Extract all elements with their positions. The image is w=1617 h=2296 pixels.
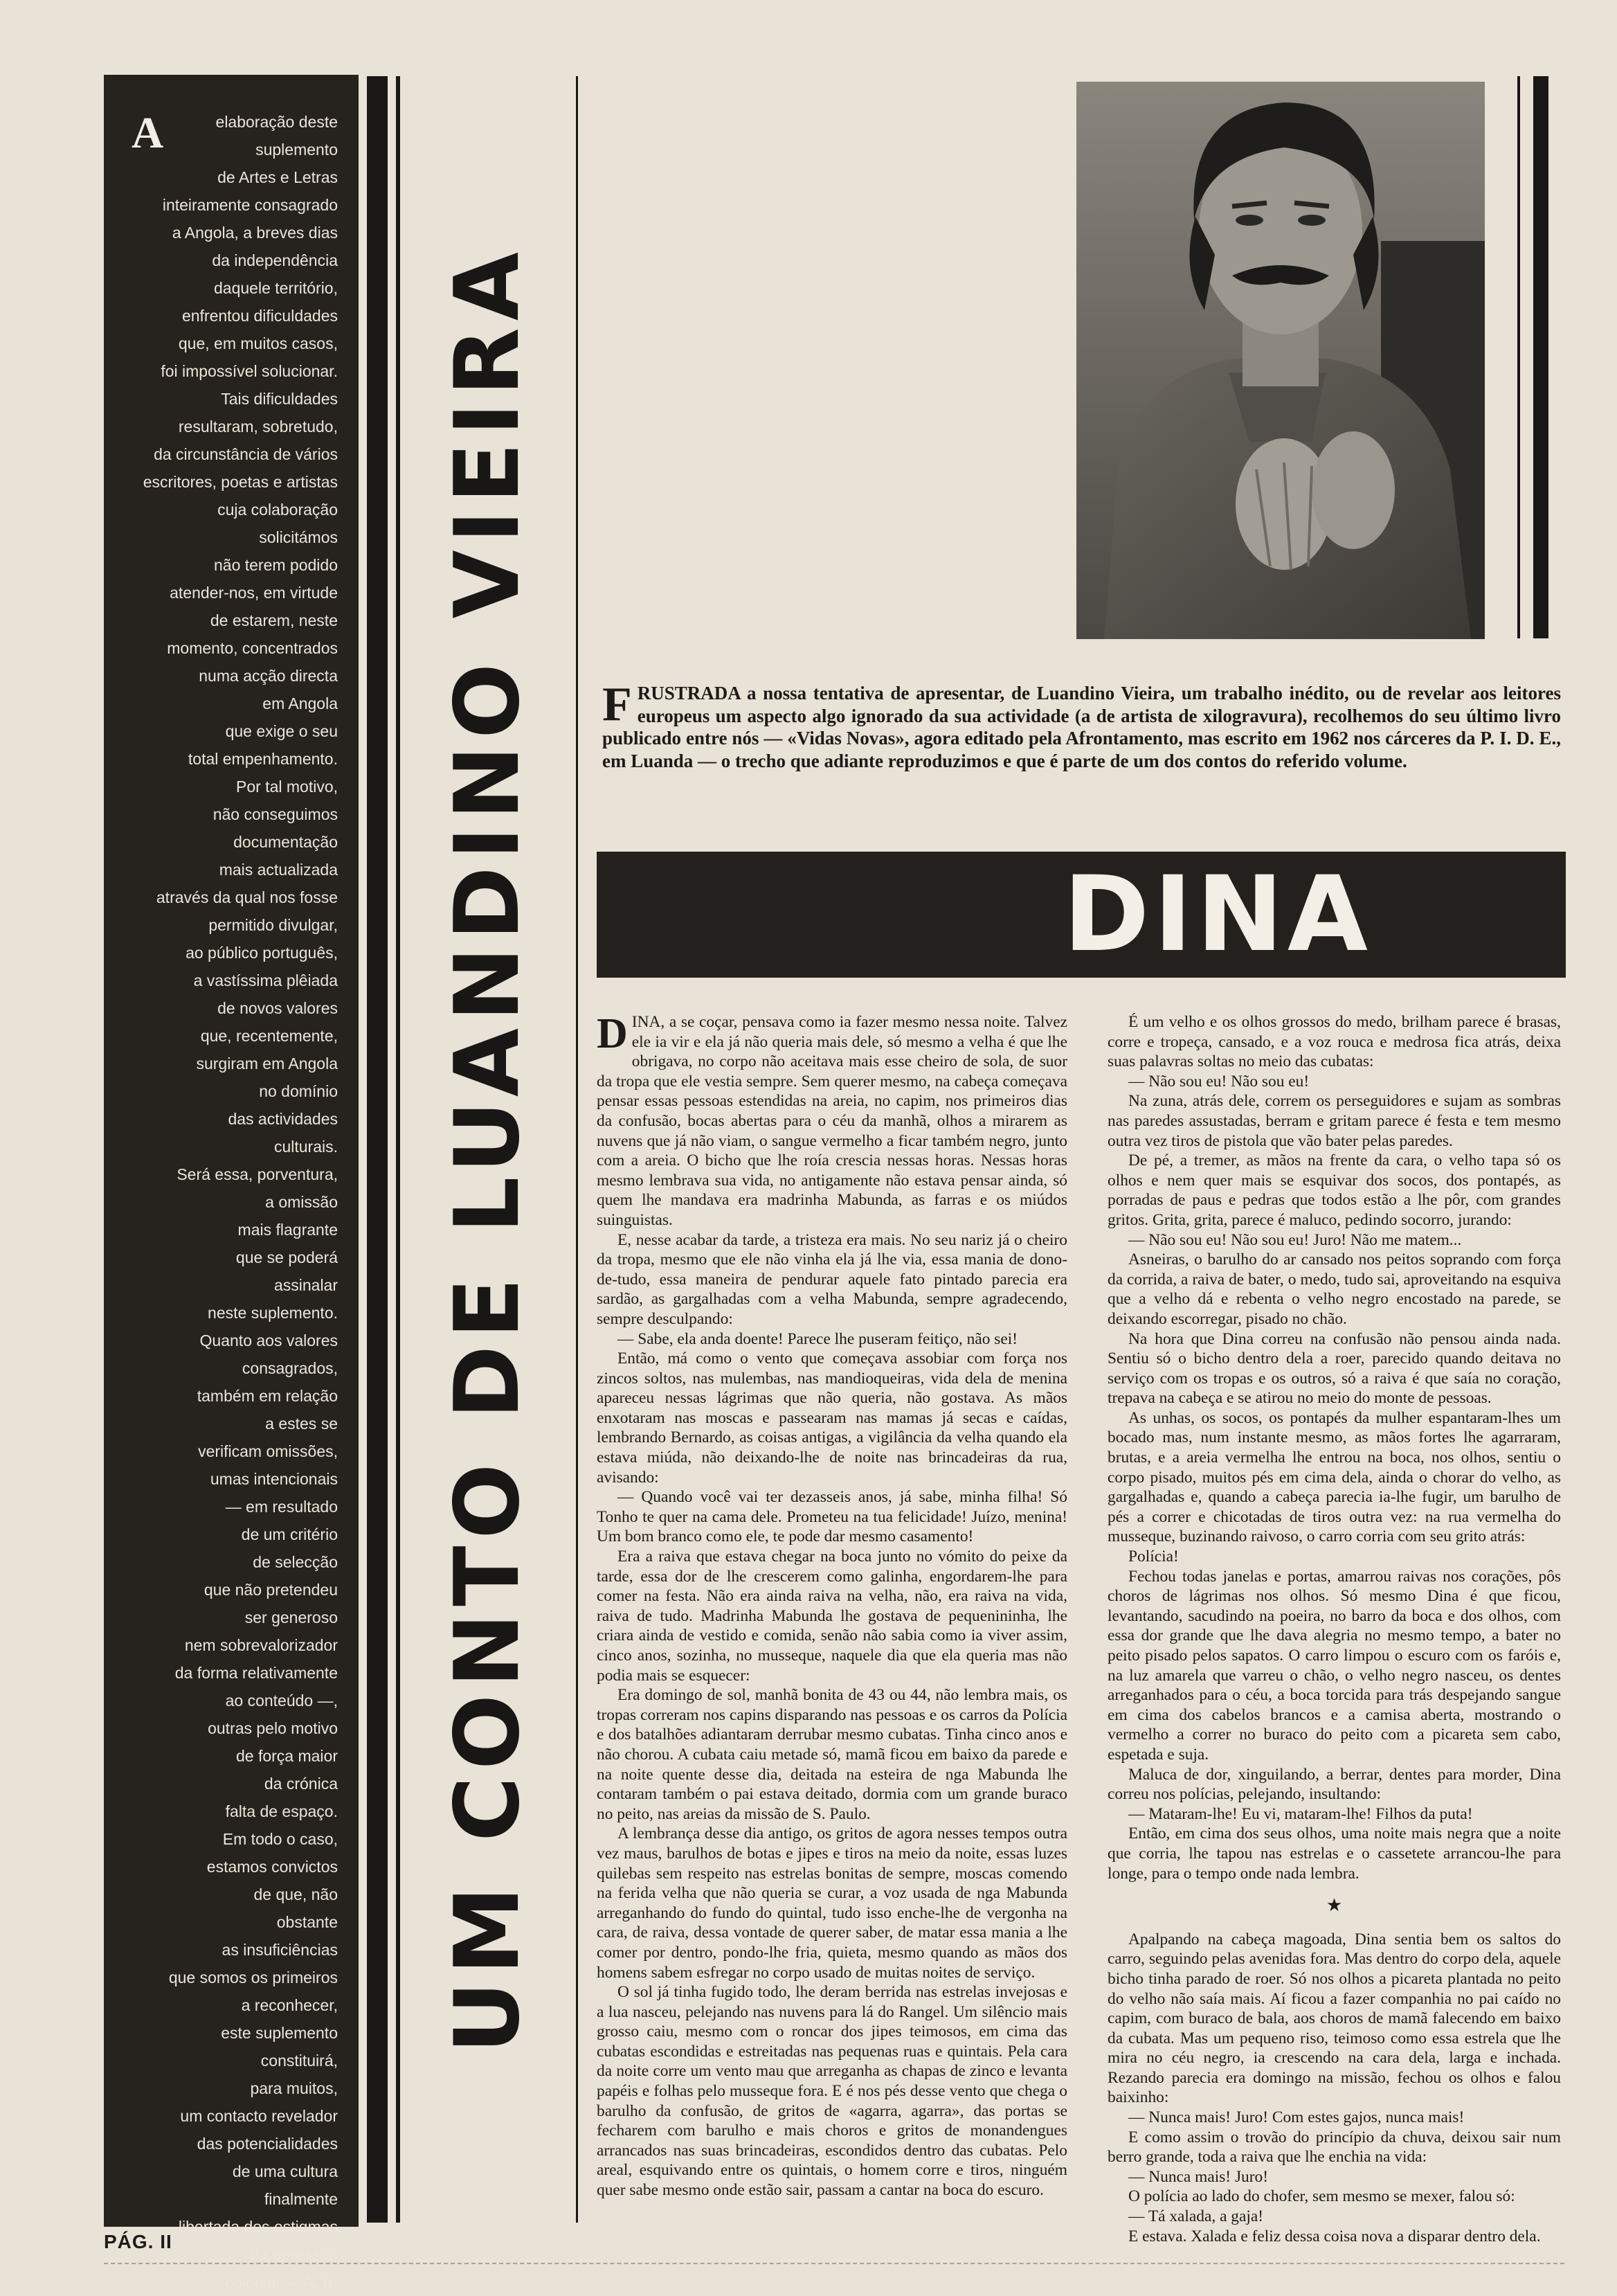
story-paragraph: — Nunca mais! Juro! Com estes gajos, nunca mais!: [1128, 2108, 1465, 2127]
story-paragraph: Polícia!: [1128, 1548, 1179, 1566]
sidebar-line: colonial — A. B.: [225, 2273, 338, 2291]
author-portrait-image: [1076, 82, 1485, 639]
story-paragraph: Era a raiva que estava chegar na boca junto no vómito do peixe da tarde, essa dor de lhe crescerem como galinha, engordarem-lhe para comer na festa. Não era ainda raiva na velha, não, era raiva na vida, raiva de tudo. Madrinha Mabunda lhe gostava de pequenininha, lhe criara ainda de vestido e comida, senão não sabia como ia viver assim, cinco anos, sozinha, no musseque, naquele dia que ela queria mas não podia mais se esquecer:: [597, 1548, 1067, 1685]
sidebar-line: resultaram, sobretudo,: [178, 418, 338, 436]
sidebar-line: em Angola: [262, 694, 338, 712]
vertical-rule-thin: [396, 76, 400, 2223]
sidebar-line: suplemento: [255, 141, 338, 159]
story-paragraph: As unhas, os socos, os pontapés da mulher espantaram-lhes um bocado mas, num instante mesmo, as mãos fortes lhe agarraram, brutas, e a areia vermelha lhe entrou na boca, nos olhos, sentiu o corpo pisado, muitos pés em cima dela, ainda o chorar do velho, as gargalhadas e, quando a cabeça parecia ia-lhe fugir, um barulho de pés a correr e chicotadas de tiros outra vez: na rua vermelha do musseque, buzinando raivoso, o carro corria com seu grito atrás:: [1108, 1408, 1561, 1546]
photo-rule-thin: [1517, 76, 1520, 638]
sidebar-line: que, em muitos casos,: [178, 334, 338, 352]
sidebar-line: mais flagrante: [237, 1221, 338, 1239]
sidebar-line: de que, não: [253, 1885, 338, 1903]
sidebar-line: de um critério: [241, 1525, 338, 1543]
story-paragraph: — Não sou eu! Não sou eu! Juro! Não me matem...: [1128, 1230, 1462, 1249]
sidebar-line: outras pelo motivo: [208, 1719, 338, 1737]
sidebar-line: para muitos,: [250, 2079, 338, 2097]
story-paragraph: E como assim o trovão do princípio da chuva, deixou sair num berro grande, toda a raiva que lhe enchia na vida:: [1108, 2128, 1561, 2167]
sidebar-line: Tais dificuldades: [221, 390, 338, 408]
sidebar-line: escritores, poetas e artistas: [143, 473, 338, 491]
sidebar-line: da circunstância de vários: [154, 445, 338, 463]
sidebar-line: da forma relativamente: [174, 1664, 338, 1682]
vertical-title: UM CONTO DE LUANDINO VIEIRA: [436, 245, 539, 2054]
sidebar-line: total empenhamento.: [188, 750, 338, 768]
sidebar-line: Quanto aos valores: [199, 1331, 338, 1349]
story-column-1: [597, 1012, 1067, 2200]
sidebar-line: libertada dos estigmas: [178, 2218, 338, 2236]
story-paragraph: Fechou todas janelas e portas, amarrou raivas nos corações, pôs choros de lágrimas nos olhos. Só mesmo Dina é que ficou, levantando, sacudindo na poeira, no barro da boca e dos olhos, com essa dor grande que lhe dava alegria no mesmo tempo, a bater no peito pisado pelos sapatos. O carro limpou o escuro com os faróis e, na luz amarela que varreu o chão, o velho negro nasceu, os dentes arreganhados para o céu, a boca torcida para trás despejando sangue em cima dos cabelos brancos e a camisa aberta, mostrando o vermelho a correr no buraco do peito com a picareta sem cabo, espetada e suja.: [1108, 1567, 1561, 1764]
sidebar-line: documentação: [233, 833, 338, 851]
story-column-2-text-a: [1108, 1012, 1561, 1883]
story-paragraph: A lembrança desse dia antigo, os gritos de agora nesses tempos outra vez maus, barulhos de botas e jipes e tiros na meio da noite, essas luzes quilebas sem respeito nas estrelas bonitas de sempre, moscas comendo na ferida velha que não queria se curar, a voz usada de nga Mabunda arreganhando do fundo do quintal, tudo isso enche-lhe de vergonha na cara, de raiva, dessa vontade de querer saber, de matar essa mania a lhe comer por dentro, pondo-lhe fria, quieta, mesmo quando as mãos dos homens sabem esfregar no corpo usado de muitas noites de serviço.: [597, 1824, 1067, 1982]
sidebar-line: verificam omissões,: [198, 1442, 338, 1460]
sidebar-line: de força maior: [235, 1747, 338, 1765]
intro-drop-cap: F: [602, 678, 632, 731]
sidebar-line: da opressão: [250, 2245, 338, 2263]
story-drop-cap: D: [597, 1010, 628, 1057]
sidebar-line: consagrados,: [242, 1359, 338, 1377]
sidebar-line: através da qual nos fosse: [156, 888, 338, 906]
story-paragraph: — Mataram-lhe! Eu vi, mataram-lhe! Filhos da puta!: [1128, 1804, 1473, 1823]
story-paragraph: Apalpando na cabeça magoada, Dina sentia bem os saltos do carro, seguindo pelas avenidas fora. Mas dentro do corpo dela, aquele bicho tinha parado de roer. Só nos olhos a picareta plantada no peito do velho não saía mais. Aí ficou a fazer companhia no pai caído no capim, com buraco de bala, aos choros de mamã falecendo em baixo da cubata. Mas um pequeno riso, teimoso como essa estrela que lhe mira no céu negro, ia crescendo na cara dela, larga e inchada. Rezando parecia era domingo na missão, fechou os olhos e falou baixinho:: [1108, 1930, 1561, 2107]
story-title-banner: [597, 852, 1566, 978]
story-paragraph: Na zuna, atrás dele, correm os perseguidores e sujam as sombras nas paredes assustadas, berram e gritam parece é festa e tem mesmo outra vez tiros de pistola que vão bater pelas paredes.: [1108, 1092, 1561, 1150]
sidebar-line: permitido divulgar,: [208, 916, 338, 934]
story-paragraph: Maluca de dor, xinguilando, a berrar, dentes para morder, Dina correu nos polícias, pelejando, insultando:: [1108, 1765, 1561, 1804]
sidebar-line: um contacto revelador: [180, 2107, 338, 2125]
story-title: DINA: [1063, 854, 1372, 975]
sidebar-line: que não pretendeu: [204, 1581, 338, 1599]
sidebar-line: ao público português,: [186, 944, 338, 962]
sidebar-line: solicitámos: [259, 528, 338, 546]
sidebar-line: — em resultado: [225, 1498, 338, 1516]
vertical-rule-thick: [367, 76, 388, 2223]
vertical-rule-thin-right: [576, 76, 578, 2223]
sidebar-line: das actividades: [228, 1110, 338, 1128]
sidebar-line: de estarem, neste: [210, 611, 338, 629]
sidebar-line: das potencialidades: [197, 2135, 338, 2153]
sidebar-line: umas intencionais: [210, 1470, 338, 1488]
sidebar-line: falta de espaço.: [225, 1802, 338, 1820]
story-paragraph: E, nesse acabar da tarde, a tristeza era mais. No seu nariz já o cheiro da tropa, mesmo que ele não vinha ela já lhe via, essa mania de dono-de-tudo, essa maneira de pendurar aquele fato pintado parecia era sardão, as gargalhadas com a velha Mabunda, sempre agradecendo, sempre desculpando:: [597, 1230, 1067, 1328]
story-paragraph: É um velho e os olhos grossos do medo, brilham parece é brasas, corre e tropeça, cansado, e a voz rouca e medrosa fica atrás, deixa suas palavras soltas no meio das cubatas:: [1108, 1013, 1561, 1071]
section-separator-star: ★: [1326, 1895, 1343, 1916]
sidebar-line: momento, concentrados: [167, 639, 338, 657]
sidebar-line: a reconhecer,: [241, 1996, 338, 2014]
story-paragraph: Era domingo de sol, manhã bonita de 43 ou 44, não lembra mais, os tropas correram nos capins disparando nas pessoas e os carros da Polícia e dos batalhões adiantaram derrubar mesmo cubatas. Tinha cinco anos e não chorou. A cubata caiu metade só, mamã ficou em baixo da parede e na noite quente desse dia, deitada na esteira de nga Mabunda lhe contaram também o pai estava deitado, dormia com um grande buraco no peito, nas areias da missão de S. Paulo.: [597, 1686, 1067, 1823]
sidebar-line: que, recentemente,: [200, 1027, 338, 1045]
story-paragraph: — Sabe, ela anda doente! Parece lhe puseram feitiço, não sei!: [617, 1329, 1018, 1348]
sidebar-drop-cap: A: [132, 108, 164, 157]
story-paragraph: INA, a se coçar, pensava como ia fazer mesmo nessa noite. Talvez ele ia vir e ela já não queria mais dele, só mesmo a velha é que lhe obrigava, no corpo não aceitava mais esse cheiro de sola, de suor da tropa que ele vestia sempre. Sem querer mesmo, na cabeça começava pensar essas pessoas estendidas na areia, no capim, nos primeiros dias da confusão, bocas abertas para o céu da manhã, olhos a mirarem as nuvens que já não viam, o sangue vermelho a ficar também negro, junto com a areia. O bicho que lhe roía crescia nessas horas. Nessas horas mesmo lembrava sua vida, no antigamente não estava pensar ainda, só quem lhe mandava era madrinha Mabunda, as farras e os miúdos suinguistas.: [597, 1013, 1067, 1229]
story-paragraph: Na hora que Dina correu na confusão não pensou ainda nada. Sentiu só o bicho dentro dela a roer, parecido quando deitava no serviço com os tropas e os outros, só a raiva é que saía no coração, trepava na cabeça e se atirou no meio do monte de pessoas.: [1108, 1329, 1561, 1408]
sidebar-line: surgiram em Angola: [196, 1055, 338, 1073]
sidebar-line: Será essa, porventura,: [177, 1165, 338, 1183]
sidebar-line: culturais.: [273, 1138, 338, 1156]
sidebar-line: foi impossível solucionar.: [161, 362, 338, 380]
sidebar-line: obstante: [276, 1913, 338, 1931]
sidebar-line: de Artes e Letras: [217, 168, 338, 186]
story-paragraph: De pé, a tremer, as mãos na frente da cara, o velho tapa só os olhos e nem quer mais se esquivar dos socos, dos pontapés, as porradas de paus e pedras que todos estão a lhe pôr, com grandes gritos. Grita, grita, parece é maluco, pedindo socorro, jurando:: [1108, 1151, 1561, 1229]
intro-text: a nossa tentativa de apresentar, de Luandino Vieira, um trabalho inédito, ou de revelar aos leitores europeus um aspecto algo ignorado da sua actividade (a de artista de xilogravura), recolhemos do seu último livro publicado entre nós — «Vidas Novas», agora editado pela Afrontamento, mas escrito em 1962 nos cárceres da P. I. D. E., em Luanda — o trecho que adiante reproduzimos e que é parte de um dos contos do referido volume.: [602, 683, 1561, 771]
story-paragraph: Asneiras, o barulho do ar cansado nos peitos soprando com força da corrida, a raiva de bater, o medo, tudo sai, aproveitando na esquiva que a velho dá e rebenta o velho negro encostado na parede, se deixando escorregar, pisado no chão.: [1108, 1250, 1561, 1328]
sidebar-line: as insuficiências: [222, 1941, 338, 1959]
sidebar-line: de selecção: [253, 1553, 338, 1571]
intro-lead-word: RUSTRADA: [637, 683, 741, 703]
sidebar-line: constituirá,: [260, 2052, 338, 2070]
sidebar-line: de novos valores: [217, 999, 338, 1017]
sidebar-line: a vastíssima plêiada: [193, 971, 338, 989]
sidebar-line: elaboração deste: [215, 113, 338, 131]
story-paragraph: Então, em cima dos seus olhos, uma noite mais negra que a noite que corria, lhe tapou nas estrelas e o cassetete arrancou-lhe para longe, para o tempo onde nada lembra.: [1108, 1824, 1561, 1883]
editorial-note-text: [132, 108, 338, 2296]
sidebar-line: da independência: [212, 251, 338, 269]
sidebar-line: este suplemento: [221, 2024, 338, 2042]
sidebar-line: atender-nos, em virtude: [170, 584, 338, 602]
sidebar-line: ser generoso: [244, 1608, 338, 1626]
sidebar-line: de uma cultura: [232, 2162, 338, 2180]
sidebar-line: nem sobrevalorizador: [184, 1636, 338, 1654]
sidebar-line: também em relação: [197, 1387, 338, 1405]
author-photo: [1076, 82, 1485, 639]
story-paragraph: — Não sou eu! Não sou eu!: [1128, 1072, 1310, 1091]
story-paragraph: O polícia ao lado do chofer, sem mesmo se mexer, falou só:: [1128, 2187, 1515, 2206]
sidebar-line: a estes se: [265, 1415, 338, 1433]
sidebar-line: assinalar: [273, 1276, 338, 1294]
story-paragraph: E estava. Xalada e feliz dessa coisa nova a disparar dentro dela.: [1128, 2227, 1541, 2245]
sidebar-line: não terem podido: [213, 556, 338, 574]
sidebar-line: mais actualizada: [219, 861, 338, 879]
story-column-2-text-b: [1108, 1930, 1561, 2247]
sidebar-line: finalmente: [264, 2190, 338, 2208]
sidebar-line: que se poderá: [235, 1248, 338, 1266]
sidebar-line: Por tal motivo,: [236, 778, 338, 796]
sidebar-line: no domínio: [259, 1082, 338, 1100]
sidebar-line: Em todo o caso,: [222, 1830, 338, 1848]
sidebar-line: cuja colaboração: [217, 501, 338, 519]
sidebar-line: daquele território,: [214, 279, 338, 297]
story-paragraph: O sol já tinha fugido todo, lhe deram berrida nas estrelas invejosas e a lua nasceu, pelejando nas nuvens para lá do Rangel. Um silêncio mais grosso caiu, mesmo com o roncar dos jipes teimosos, em cima das cubatas escondidas e estreitadas nas pequenas ruas e quintais. Pela cara da noite corre um vento mau que arreganha as chapas de zinco e levanta papéis e folhas pelo musseque fora. E é nos pés desse vento que chega o barulho da confusão, de gritos de «agarra, agarra», das portas se fecharem com barulho e mais choros e gritos de monandengues arrancados nas suas brincadeiras, escondidos dentro das cubatas. Pelo areal, esquivando entre os quintais, o homem corre e tiros, ninguém quer sabe mesmo onde estão sair, passam a cantar na boca do escuro.: [597, 1983, 1067, 2200]
sidebar-line: inteiramente consagrado: [162, 196, 338, 214]
story-paragraph: — Nunca mais! Juro!: [1128, 2167, 1269, 2186]
intro-paragraph: [602, 678, 1561, 772]
sidebar-line: estamos convictos: [206, 1858, 338, 1876]
sidebar-line: a omissão: [265, 1193, 338, 1211]
story-column-1-text: [597, 1012, 1067, 2200]
story-paragraph: — Tá xalada, a gaja!: [1128, 2207, 1264, 2226]
sidebar-line: a Angola, a breves dias: [172, 224, 338, 242]
sidebar-line: numa acção directa: [199, 667, 338, 685]
sidebar-line: ao conteúdo —,: [225, 1692, 338, 1710]
sidebar-line: enfrentou dificuldades: [181, 307, 338, 325]
sidebar-line: neste suplemento.: [208, 1304, 338, 1322]
sidebar-line: da crónica: [264, 1775, 338, 1793]
story-paragraph: — Quando você vai ter dezasseis anos, já sabe, minha filha! Só Tonho te quer na cama dele. Prometeu na tua felicidade! Juízo, menina! Um bom branco como ele, te pode dar mesmo casamento!: [597, 1488, 1067, 1546]
photo-rule-thick: [1533, 76, 1548, 638]
sidebar-line: que exige o seu: [225, 722, 338, 740]
footer-perforation-line: [104, 2263, 1564, 2264]
sidebar-line: não conseguimos: [213, 805, 338, 823]
sidebar-line: que somos os primeiros: [168, 1968, 338, 1986]
vertical-title-wrap: [429, 76, 547, 2223]
page-number: PÁG. II: [104, 2231, 172, 2252]
story-paragraph: Então, má como o vento que começava assobiar com força nos zincos soltos, nas mulembas, nas mandioqueiras, vida dela de menina apareceu nessas lágrimas que não queria, não gostava. As mãos enxotaram nas moscas e passearam nas mamas já secas e caídas, lembrando Bernardo, as coisas antigas, a vigilância da velha quando ela estava miúda, não deixando-lhe de noite nas brincadeiras da rua, avisando:: [597, 1349, 1067, 1487]
story-column-2: [1108, 1012, 1561, 2246]
